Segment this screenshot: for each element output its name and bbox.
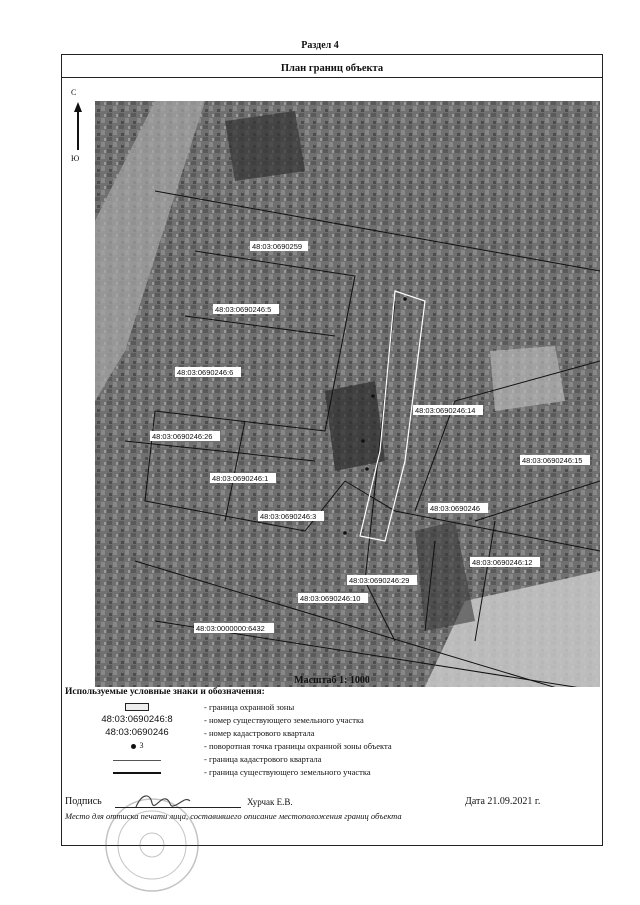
map-label-text: 48:03:0690246:10 <box>300 594 361 603</box>
map-label-text: 48:03:0690246 <box>430 504 481 513</box>
map-label <box>175 367 241 377</box>
map-label <box>250 241 308 251</box>
quarter-boundary-symbol <box>82 753 192 765</box>
map-label <box>520 455 590 465</box>
legend-title: Используемые условные знаки и обозначения: <box>65 687 265 697</box>
turning-point-symbol <box>82 740 192 752</box>
legend-description: - номер кадастрового квартала <box>204 728 315 738</box>
section-title: Раздел 4 <box>301 40 339 51</box>
map-label <box>213 304 279 314</box>
plan-frame <box>61 54 603 846</box>
map-label <box>347 575 417 585</box>
map-label-text: 48:03:0690246:14 <box>415 406 476 415</box>
plan-title: План границ объекта <box>280 63 384 74</box>
map-label-text: 48:03:0000000:6432 <box>196 624 265 633</box>
map-label-text: 48:03:0690246:5 <box>215 305 272 314</box>
north-arrow-icon <box>74 102 82 150</box>
seal-note: Место для оттиска печати лица, составившего описание местоположения границ объекта <box>65 811 402 821</box>
signature-date: Дата 21.09.2021 г. <box>465 796 541 807</box>
map-label <box>258 511 324 521</box>
signature-label: Подпись <box>65 796 102 807</box>
map-label-text: 48:03:0690246:1 <box>212 474 269 483</box>
compass-north-label: С <box>71 88 77 97</box>
plan-header <box>62 55 602 78</box>
quarter-number-symbol: 48:03:0690246 <box>105 727 169 738</box>
map-label-text: 48:03:0690259 <box>252 242 303 251</box>
legend-description: - граница охранной зоны <box>204 702 295 712</box>
map-scale: Масштаб 1: 1000 <box>294 675 370 686</box>
map-label-text: 48:03:0690246:29 <box>349 576 410 585</box>
map-label <box>298 593 368 603</box>
legend-description: - поворотная точка границы охранной зоны объекта <box>204 741 392 751</box>
map-label-text: 48:03:0690246:12 <box>472 558 533 567</box>
parcel-boundary-symbol <box>82 766 192 778</box>
signature-line <box>115 807 241 808</box>
legend-description: - граница существующего земельного участка <box>204 767 371 777</box>
map-label <box>150 431 220 441</box>
compass-south-label: Ю <box>71 154 80 163</box>
legend-description: - номер существующего земельного участка <box>204 715 364 725</box>
turning-point-number: 3 <box>139 741 144 750</box>
signer-name: Хурчак Е.В. <box>247 797 293 807</box>
map-label <box>413 405 483 415</box>
map-label <box>470 557 540 567</box>
map-label <box>428 503 488 513</box>
map-label-text: 48:03:0690246:3 <box>260 512 317 521</box>
aerial-map <box>95 101 600 687</box>
zone-boundary-symbol <box>82 701 192 713</box>
map-label <box>194 623 274 633</box>
signature-row <box>65 796 595 812</box>
map-label <box>210 473 276 483</box>
map-label-text: 48:03:0690246:6 <box>177 368 234 377</box>
map-label-text: 48:03:0690246:26 <box>152 432 213 441</box>
aerial-map-svg <box>95 101 600 687</box>
legend-description: - граница кадастрового квартала <box>204 754 322 764</box>
compass <box>71 88 85 168</box>
map-label-text: 48:03:0690246:15 <box>522 456 583 465</box>
parcel-number-symbol: 48:03:0690246:8 <box>101 714 173 725</box>
